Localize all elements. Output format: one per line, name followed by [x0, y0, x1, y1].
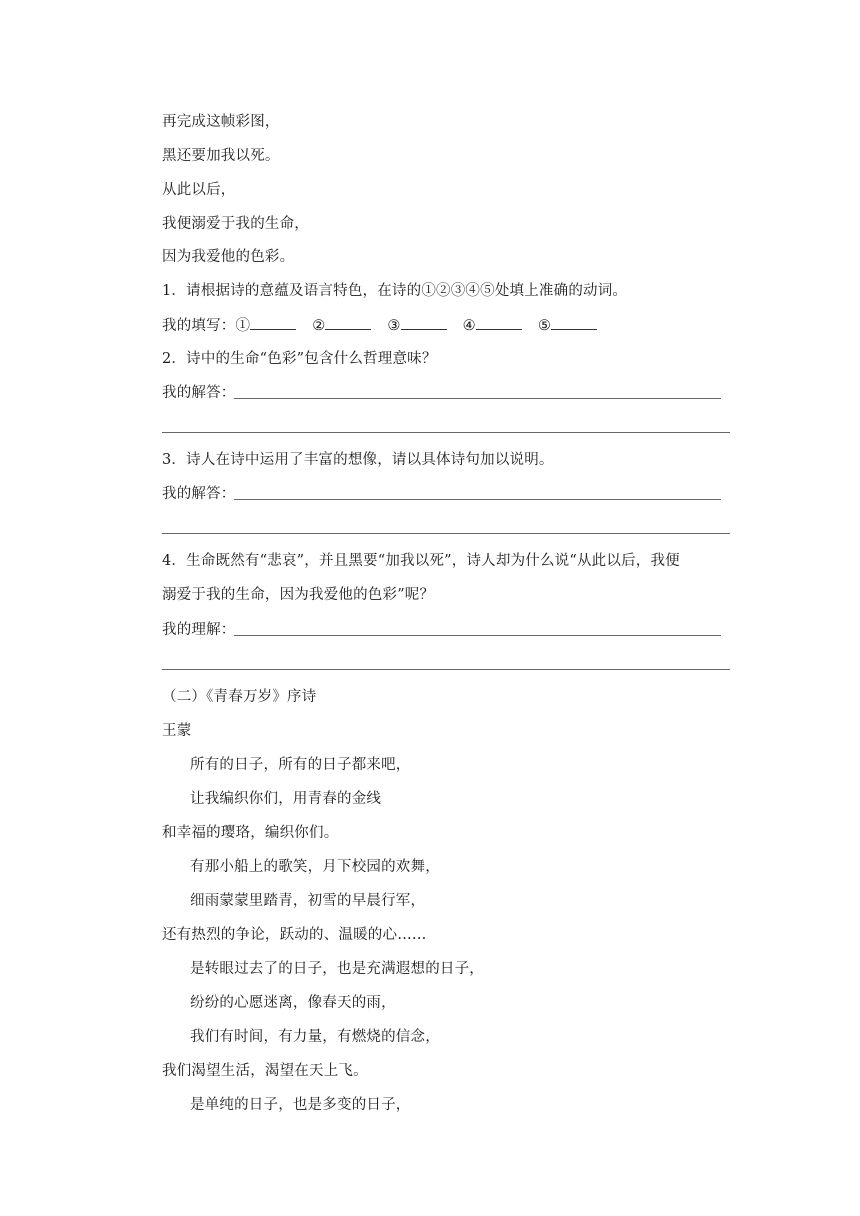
answer-label: 我的解答：	[162, 486, 236, 502]
answer-line[interactable]	[234, 635, 721, 636]
poem-line: 还有热烈的争论，跃动的、温暖的心……	[162, 927, 427, 943]
answer-row-1	[162, 315, 597, 336]
answer-label: 我的理解：	[162, 622, 236, 638]
poem-line: 因为我爱他的色彩。	[162, 249, 295, 265]
poem-line: 纷纷的心愿迷离，像春天的雨，	[190, 995, 396, 1011]
answer-line[interactable]	[234, 398, 721, 399]
blank-mark: ⑤	[537, 318, 552, 334]
poem-line: 我们渴望生活，渴望在天上飞。	[162, 1063, 368, 1079]
fill-blank[interactable]	[250, 315, 296, 330]
poem-line: 从此以后，	[162, 182, 236, 198]
section-heading: （二）《青春万岁》序诗	[162, 689, 317, 705]
poem-line: 有那小船上的歌笑，月下校园的欢舞，	[190, 859, 440, 875]
question-4: 4．生命既然有“悲哀”，并且黑要“加我以死”，诗人却为什么说“从此以后，我便	[162, 553, 680, 569]
question-1: 1．请根据诗的意蕴及语言特色，在诗的①②③④⑤处填上准确的动词。	[162, 283, 628, 299]
poem-line: 所有的日子，所有的日子都来吧，	[190, 757, 411, 773]
fill-blank[interactable]	[551, 315, 597, 330]
author: 王蒙	[162, 723, 192, 739]
poem-line: 细雨蒙蒙里踏青，初雪的早晨行军，	[190, 893, 426, 909]
answer-line[interactable]	[162, 533, 730, 534]
blank-mark: ①	[235, 318, 251, 334]
poem-line: 是单纯的日子，也是多变的日子，	[190, 1097, 411, 1113]
answer-line[interactable]	[162, 669, 730, 670]
answer-line[interactable]	[162, 432, 730, 433]
poem-line: 和幸福的璎珞，编织你们。	[162, 825, 339, 841]
fill-blank[interactable]	[476, 315, 522, 330]
poem-line: 让我编织你们，用青春的金线	[190, 791, 382, 807]
fill-blank[interactable]	[325, 315, 371, 330]
fill-blank[interactable]	[401, 315, 447, 330]
poem-line: 黑还要加我以死。	[162, 148, 280, 164]
blank-mark: ④	[462, 318, 476, 334]
question-3: 3．诗人在诗中运用了丰富的想像，请以具体诗句加以说明。	[162, 452, 554, 468]
question-4-continued: 溺爱于我的生命，因为我爱他的色彩”呢？	[162, 587, 435, 603]
blank-mark: ②	[312, 318, 326, 334]
answer-label: 我的填写：	[162, 318, 236, 334]
poem-line: 是转眼过去了的日子，也是充满遐想的日子，	[190, 961, 484, 977]
answer-label: 我的解答：	[162, 385, 236, 401]
poem-line: 我便溺爱于我的生命，	[162, 216, 309, 232]
answer-line[interactable]	[234, 499, 721, 500]
poem-line: 再完成这帧彩图，	[162, 114, 280, 130]
blank-mark: ③	[387, 318, 401, 334]
poem-line: 我们有时间，有力量，有燃烧的信念，	[190, 1029, 440, 1045]
question-2: 2．诗中的生命“色彩”包含什么哲理意味？	[162, 351, 437, 367]
